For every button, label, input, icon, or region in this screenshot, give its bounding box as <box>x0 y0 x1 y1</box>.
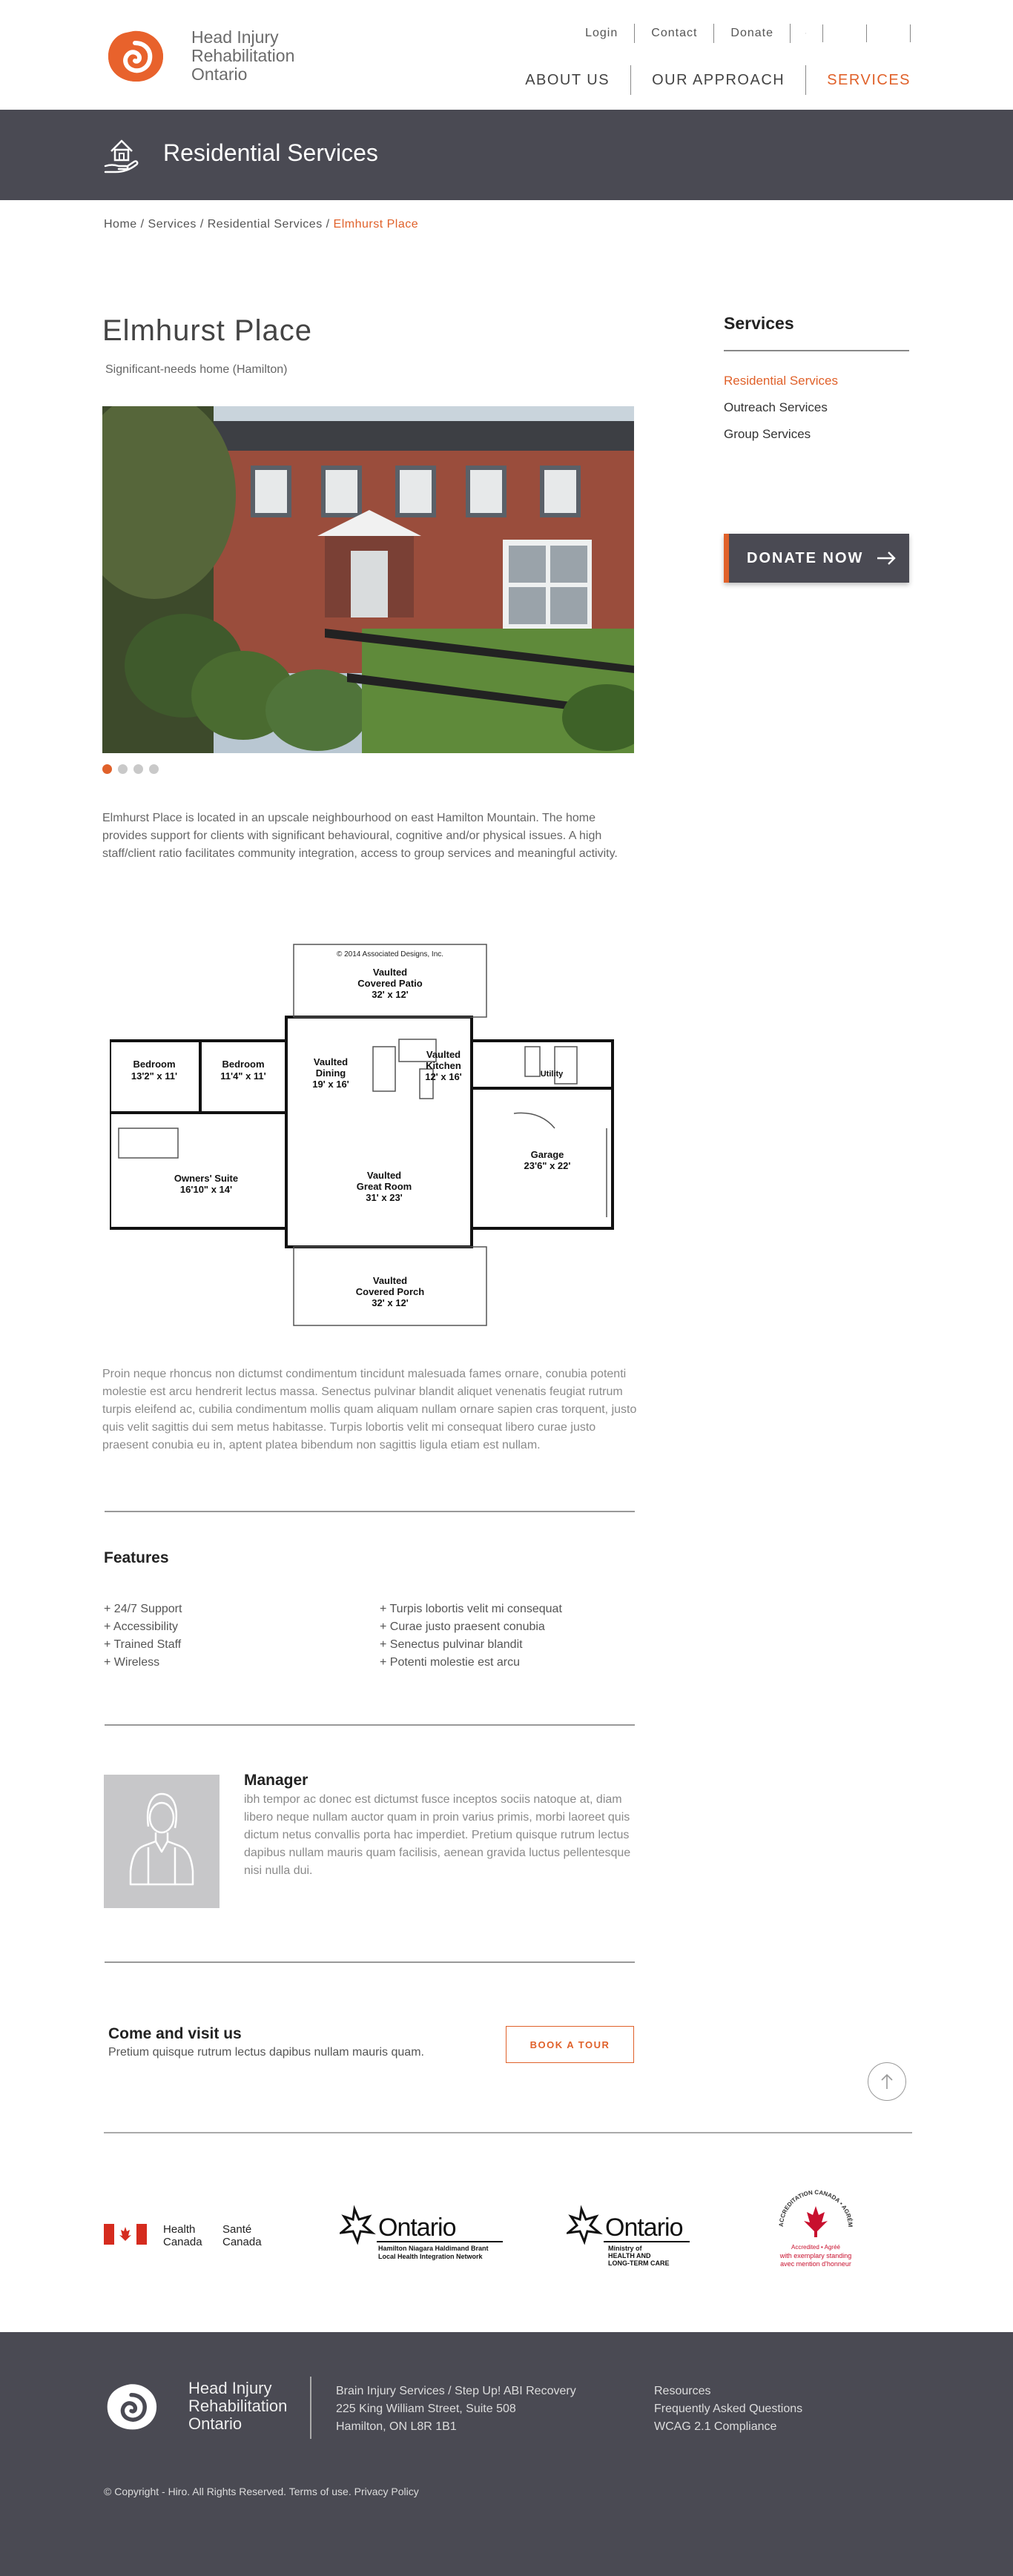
footer-divider <box>310 2377 311 2439</box>
floorplan-label: Utility <box>540 1070 564 1079</box>
site-header <box>0 0 1013 110</box>
health-canada-logo[interactable] <box>104 2221 282 2251</box>
footer-address-line: Hamilton, ON L8R 1B1 <box>336 2420 457 2433</box>
copyright-text: © Copyright - Hiro. All Rights Reserved. Terms of use. Privacy Policy <box>104 2486 419 2497</box>
back-to-top-button[interactable] <box>868 2062 906 2101</box>
floorplan-label: Vaulted <box>372 1275 408 1286</box>
section-divider <box>105 1511 635 1512</box>
carousel-dot[interactable] <box>118 764 128 774</box>
utility-nav <box>585 24 911 43</box>
accreditation-canada-seal[interactable] <box>771 2184 860 2279</box>
feature-item: + Potenti molestie est arcu <box>380 1656 520 1669</box>
carousel-dots <box>102 764 159 774</box>
main-nav <box>504 65 911 95</box>
sidebar-item-residential-services[interactable]: Residential Services <box>724 374 839 388</box>
floorplan-label: 31' x 23' <box>366 1192 403 1203</box>
section-divider <box>105 1724 635 1726</box>
floorplan-label: 32' x 12' <box>372 1297 409 1308</box>
features-list-2 <box>380 1600 562 1672</box>
floorplan-label: 32' x 12' <box>372 989 409 1000</box>
footer-address <box>336 2383 576 2436</box>
donate-now-button[interactable] <box>724 534 909 583</box>
floorplan-label: Vaulted <box>366 1170 402 1181</box>
floorplan-label: Vaulted <box>426 1049 461 1060</box>
description-paragraph: Proin neque rhoncus non dictumst condimentum tincidunt malesuada fames ornare, conubia potenti molestie est arcu hendrerit lectus massa. Senectus pulvinar blandit aliquet venenatis feugiat rutrum turpis eleifend ac, cubilia condimentum mollis quam aliquam nullam ornare sapien cras torquent, justo quis velit sagittis dui sem metus habitasse. Turpis lobortis velit mi consequat libero curae justo praesent conubia eu in, aptent platea bibendum non sagittis ligula etiam est nullam. <box>102 1368 637 1451</box>
floorplan-label: Garage <box>530 1149 564 1160</box>
manager-title: Manager <box>244 1772 308 1789</box>
nav-services[interactable]: SERVICES <box>827 72 911 88</box>
feature-item: + Trained Staff <box>104 1638 182 1651</box>
floorplan-label: Owners' Suite <box>174 1173 239 1184</box>
ontario-ministry-logo[interactable] <box>567 2202 693 2274</box>
logo-line-1: Head Injury <box>191 27 279 47</box>
floorplan-label: Kitchen <box>426 1060 461 1071</box>
pinterest-icon[interactable] <box>834 24 867 42</box>
floorplan-label: 23'6" x 22' <box>524 1160 571 1171</box>
floorplan-label: 16'10" x 14' <box>179 1184 233 1195</box>
breadcrumb-separator: / <box>322 218 334 231</box>
carousel-dot[interactable] <box>149 764 159 774</box>
lhin-line-1: Hamilton Niagara Haldimand Brant <box>378 2245 489 2252</box>
site-logo[interactable] <box>104 27 294 85</box>
login-link[interactable]: Login <box>585 24 635 43</box>
floorplan-label: 13'2" x 11' <box>131 1070 178 1082</box>
home-hand-icon <box>102 133 141 176</box>
floorplan-label: 19' x 16' <box>312 1079 349 1090</box>
lhin-line-2: Local Health Integration Network <box>378 2253 483 2260</box>
page-banner <box>0 110 1013 200</box>
house-photo[interactable] <box>102 406 634 753</box>
banner-title: Residential Services <box>163 139 378 166</box>
footer-links <box>654 2383 802 2436</box>
breadcrumb-separator: / <box>136 218 148 231</box>
logo-wordmark <box>191 28 294 84</box>
footer-address-line: Brain Injury Services / Step Up! ABI Recovery <box>336 2385 576 2397</box>
feature-item: + 24/7 Support <box>104 1603 182 1615</box>
ministry-line-2: HEALTH AND <box>608 2252 651 2259</box>
feature-item: + Turpis lobortis velit mi consequat <box>380 1603 562 1615</box>
sidebar-divider <box>724 350 909 351</box>
social-links <box>791 24 911 42</box>
sidebar-item-group-services[interactable]: Group Services <box>724 427 811 441</box>
site-footer <box>0 2332 1013 2576</box>
accreditation-line-1: Accredited • Agréé <box>791 2244 840 2251</box>
floorplan-label: Covered Patio <box>357 978 423 989</box>
donate-link[interactable]: Donate <box>714 24 791 43</box>
features-list-1 <box>104 1600 182 1672</box>
contact-link[interactable]: Contact <box>635 24 714 43</box>
footer-address-line: 225 King William Street, Suite 508 <box>336 2403 516 2415</box>
ministry-line-3: LONG-TERM CARE <box>608 2259 670 2267</box>
house-photo-image <box>102 406 634 753</box>
floorplan-label: Bedroom <box>222 1059 265 1070</box>
floorplan-label: Covered Porch <box>355 1286 425 1297</box>
ministry-ontario-wordmark: Ontario <box>605 2214 683 2242</box>
health-canada-fr-2: Canada <box>222 2236 262 2248</box>
breadcrumb-separator: / <box>196 218 208 231</box>
features-title: Features <box>104 1549 169 1566</box>
arrow-up-icon <box>880 2073 894 2090</box>
feature-item: + Senectus pulvinar blandit <box>380 1638 523 1651</box>
floor-plan <box>110 943 629 1332</box>
floorplan-label: Dining <box>315 1067 346 1079</box>
floorplan-copyright: © 2014 Associated Designs, Inc. <box>336 950 444 958</box>
logo-line-2: Rehabilitation <box>191 45 295 65</box>
page-title: Elmhurst Place <box>102 314 312 347</box>
footer-logo-line-1: Head Injury <box>188 2379 272 2397</box>
accreditation-line-2: with exemplary standing <box>779 2252 852 2259</box>
spiral-logo-icon <box>102 2380 160 2432</box>
lhin-ontario-wordmark: Ontario <box>378 2214 456 2242</box>
footer-logo-line-3: Ontario <box>188 2414 242 2433</box>
nav-our-approach[interactable]: OUR APPROACH <box>631 65 806 95</box>
breadcrumb-services[interactable]: Services <box>148 218 197 231</box>
floorplan-label: Bedroom <box>133 1059 176 1070</box>
footer-logo-line-2: Rehabilitation <box>188 2397 288 2415</box>
sidebar-item-outreach-services[interactable]: Outreach Services <box>724 400 828 414</box>
floorplan-label: Vaulted <box>313 1056 349 1067</box>
health-canada-en-2: Canada <box>163 2236 202 2248</box>
breadcrumb-home[interactable]: Home <box>104 218 137 231</box>
footer-logo[interactable] <box>102 2380 287 2433</box>
facebook-icon[interactable] <box>877 24 911 42</box>
feature-item: + Accessibility <box>104 1620 179 1633</box>
page-subtitle: Significant-needs home (Hamilton) <box>105 363 288 376</box>
book-a-tour-button[interactable]: BOOK A TOUR <box>506 2026 634 2063</box>
ontario-lhin-logo[interactable] <box>340 2202 510 2269</box>
person-placeholder-icon <box>104 1775 220 1908</box>
feature-item: + Curae justo praesent conubia <box>380 1620 545 1633</box>
sidebar-nav <box>724 368 838 448</box>
carousel-dot[interactable] <box>102 764 112 774</box>
intro-paragraph: Elmhurst Place is located in an upscale neighbourhood on east Hamilton Mountain. The home provides support for clients with significant behavioural, cognitive and/or physical issues. A high staff/client ratio facilitates community integration, access to group services and meaningful activity. <box>102 812 618 860</box>
manager-bio: ibh tempor ac donec est dictumst fusce inceptos sociis natoque at, diam libero neque nullam auctor quam in proin varius primis, morbi laoreet quis dictum netus convallis porta hac imperdiet. Pretium quisque rutrum lectus dapibus nullam mauris quam facilisis, aenean gravida luctus pellentesque nisi nulla dui. <box>244 1793 631 1877</box>
health-canada-en-1: Health <box>163 2223 196 2236</box>
health-canada-fr-1: Santé <box>222 2223 252 2236</box>
ministry-line-1: Ministry of <box>608 2245 642 2252</box>
donate-now-label: DONATE NOW <box>747 549 864 566</box>
breadcrumb-residential-services[interactable]: Residential Services <box>207 218 323 231</box>
breadcrumb-current: Elmhurst Place <box>333 218 419 231</box>
arrow-right-icon <box>877 552 896 565</box>
visit-title: Come and visit us <box>108 2025 242 2042</box>
manager-avatar <box>104 1775 220 1908</box>
footer-link-faq[interactable]: Frequently Asked Questions <box>654 2403 803 2415</box>
feature-item: + Wireless <box>104 1656 160 1669</box>
spiral-logo-icon <box>104 27 166 85</box>
section-divider <box>105 1961 635 1963</box>
carousel-dot[interactable] <box>133 764 143 774</box>
accreditation-ring-text: ACCREDITATION CANADA • AGRÉM <box>777 2188 854 2228</box>
breadcrumb <box>104 218 418 231</box>
partners-divider <box>104 2132 912 2133</box>
nav-about-us[interactable]: ABOUT US <box>504 65 631 95</box>
visit-text: Pretium quisque rutrum lectus dapibus nullam mauris quam. <box>108 2046 424 2059</box>
accreditation-line-3: avec mention d'honneur <box>780 2260 851 2268</box>
floorplan-label: Great Room <box>356 1181 412 1192</box>
footer-link-resources[interactable]: Resources <box>654 2385 711 2397</box>
footer-link-wcag[interactable]: WCAG 2.1 Compliance <box>654 2420 777 2433</box>
sidebar-title: Services <box>724 314 794 333</box>
instagram-icon[interactable] <box>805 24 823 42</box>
floorplan-label: 11'4" x 11' <box>220 1070 266 1082</box>
floorplan-label: Vaulted <box>372 967 408 978</box>
floorplan-label: 12' x 16' <box>425 1071 462 1082</box>
footer-wordmark <box>188 2380 287 2433</box>
logo-line-3: Ontario <box>191 64 248 84</box>
